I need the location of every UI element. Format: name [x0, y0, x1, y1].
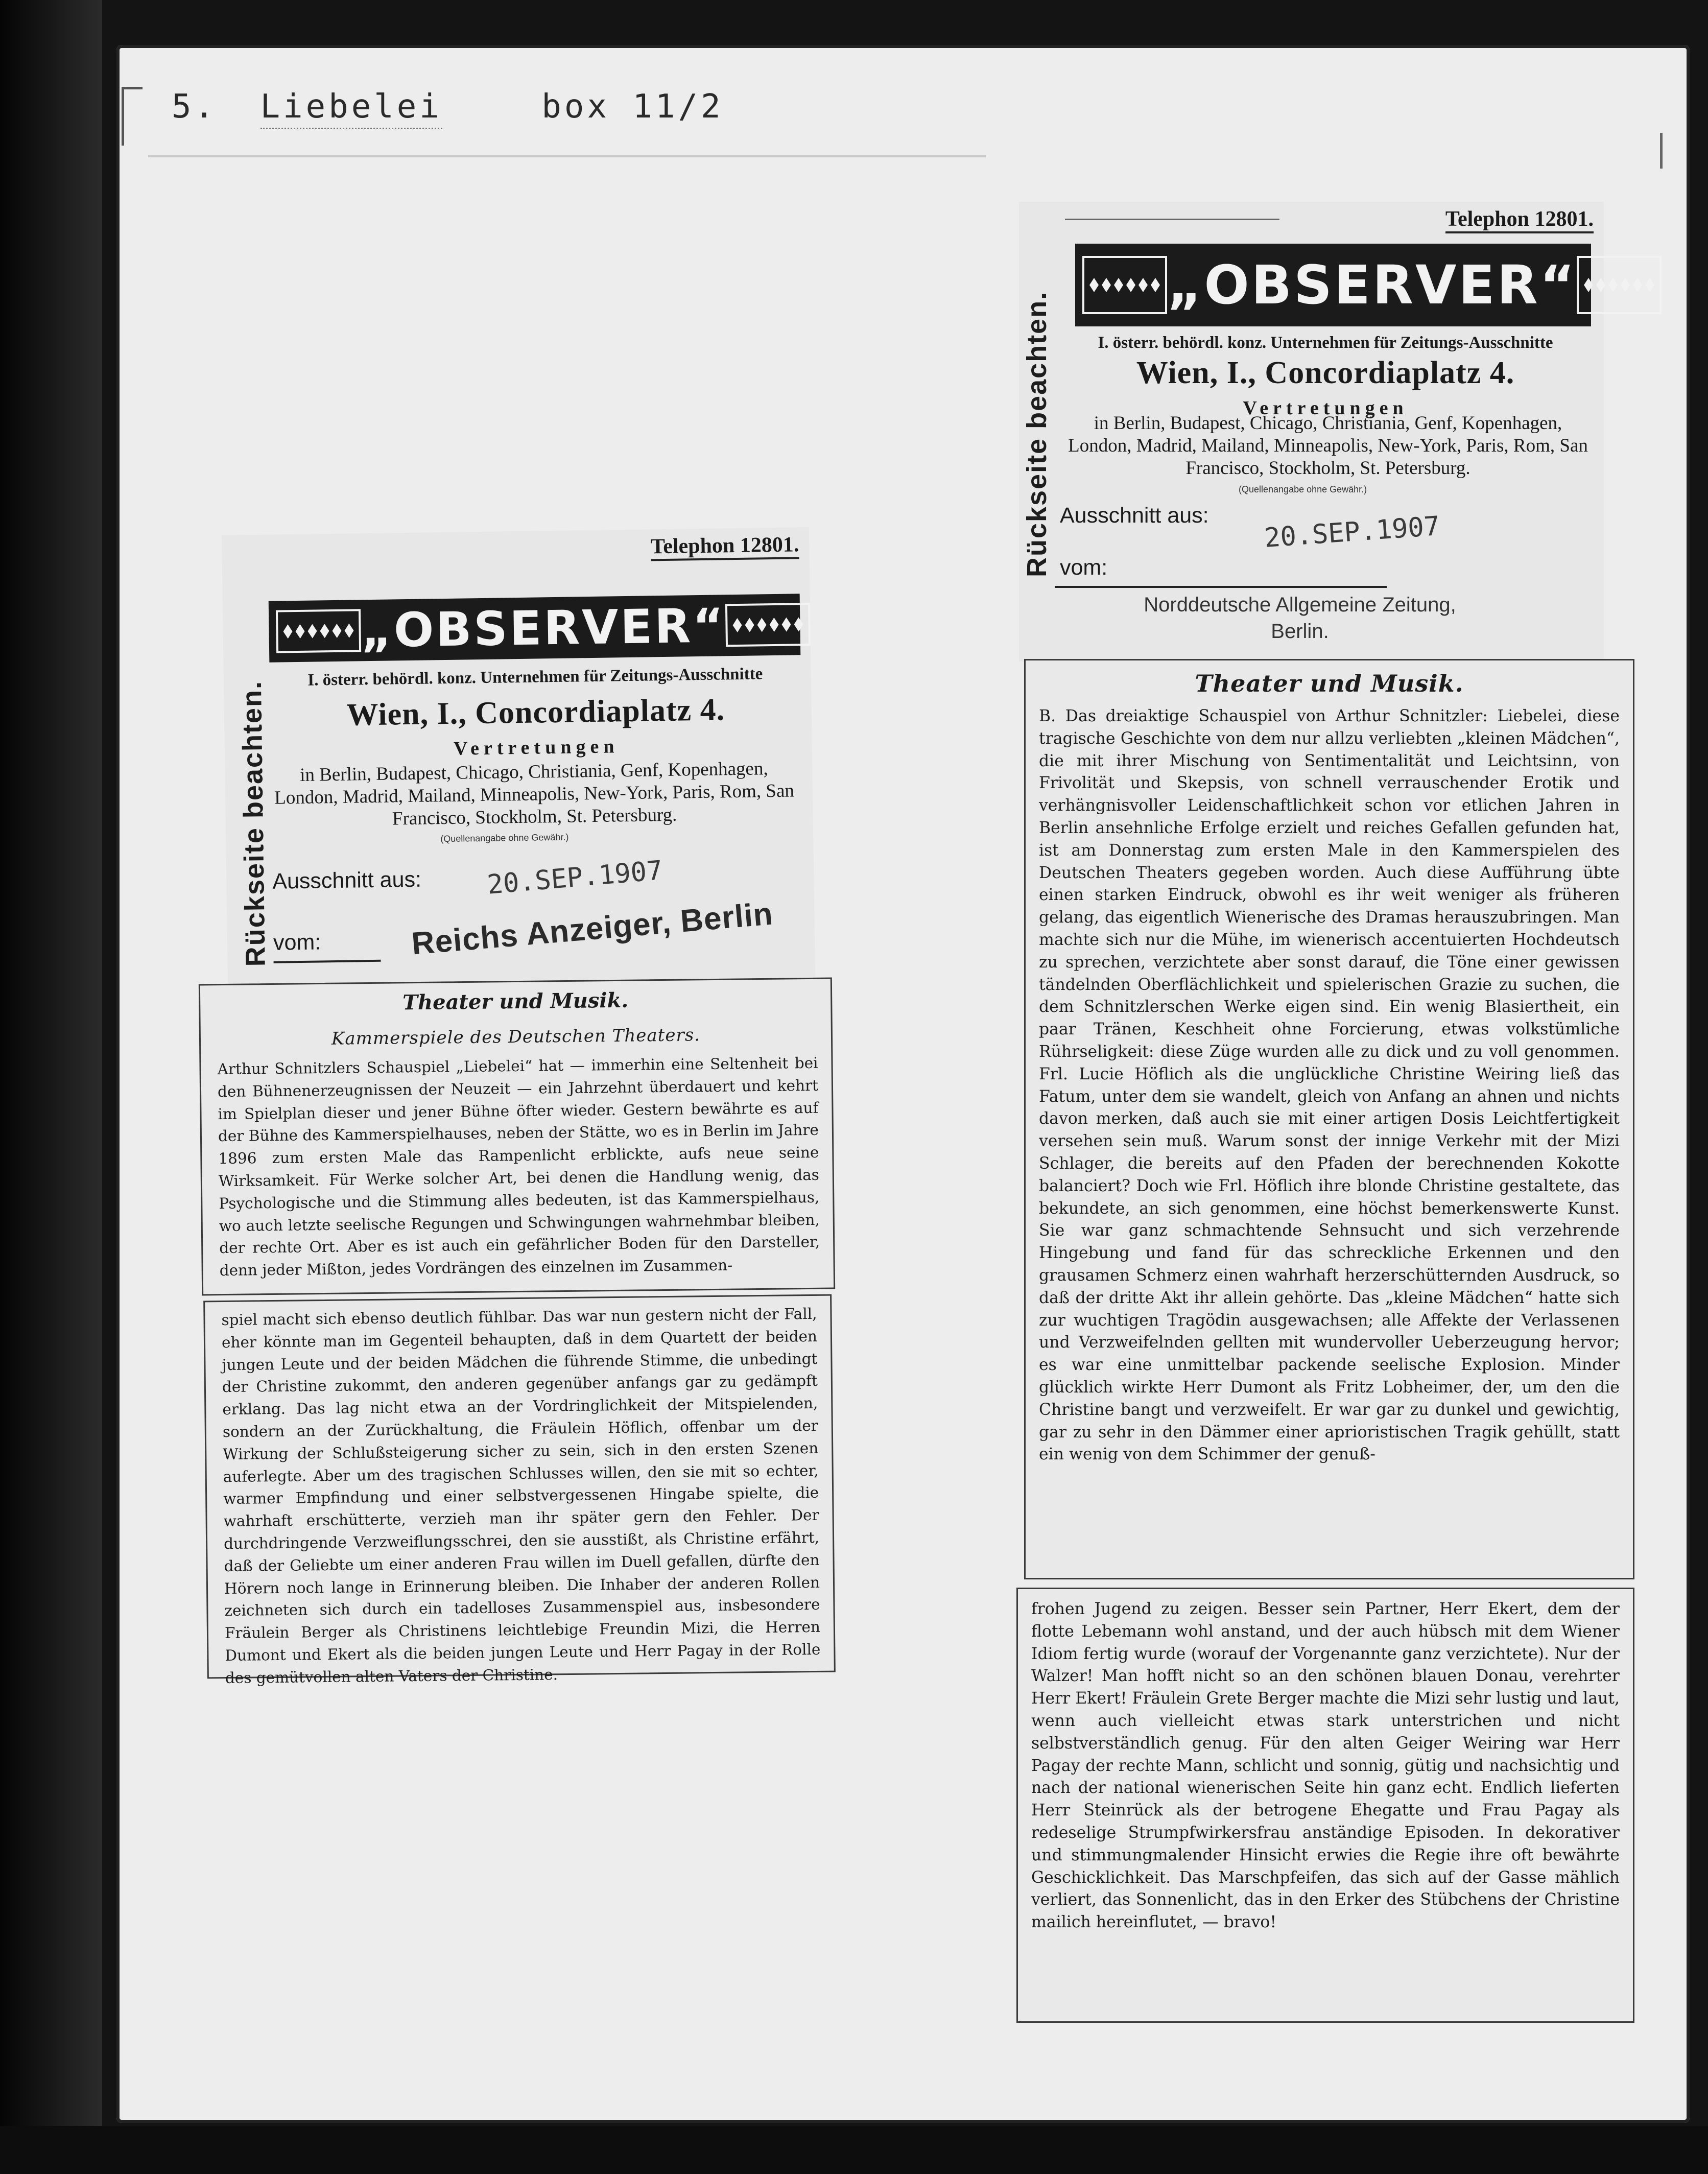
- bottom-edge: [0, 2126, 1708, 2174]
- clipping-header-right: [1019, 202, 1604, 661]
- article-heading: Theater und Musik.: [1195, 670, 1464, 697]
- corner-mark: [122, 87, 143, 146]
- rueckseite-note: Rückseite beachten.: [1022, 291, 1052, 577]
- article-heading: Theater und Musik.: [402, 988, 629, 1015]
- source-note: (Quellenangabe ohne Gewähr.): [1239, 484, 1367, 494]
- ornament-icon: [1577, 256, 1662, 314]
- vom-line: [1055, 586, 1387, 588]
- archive-number: 5.: [172, 88, 218, 126]
- service-subtitle: I. österr. behördl. konz. Unternehmen für Zeitungs-Ausschnitte: [307, 665, 763, 690]
- ausschnitt-label: Ausschnitt aus:: [272, 867, 422, 894]
- ornament-icon: [276, 609, 361, 653]
- article-text: spiel macht sich ebenso deutlich fühlbar. Das war nun gestern nicht der Fall, eher könnte man im Gegenteil behaupten, daß in dem Quartett der beiden jungen Leute und der beiden Mädchen die führende Stimme, die unbedingt der Christine zukommt, den anderen gegenüber anfangs gar zu gedämpft erklang. Das lag nicht etwa an der Vordringlichkeit der Mitspielenden, sondern an der Zurückhaltung, die Fräulein Höflich, offenbar um der Wirkung der Schlußsteigerung sicher zu sein, sich in den ersten Szenen auferlegte. Aber um des tragischen Schlusses willen, den sie mit so echter, warmer Empfindung und einer selbstvergessenen Hingabe spielte, die wahrhaft erschütterte, verzieh man ihr später gern den Fehler. Der durchdringende Verzweiflungsschrei, den sie ausstißt, als Christine erfährt, daß der Geliebte um einer anderen Frau willen im Duell gefallen, dürfte den Hörern noch lange in Erinnerung bleiben. Die Inhaber der anderen Rollen zeichneten sich durch ein tadelloses Zusammenspiel aus, insbesondere Fräulein Berger als Christinens leichtlebige Freundin Mizi, die Herren Dumont und Ekert als die beiden jungen Leute und Herr Pagay in der Rolle des gemütvollen alten Vaters der Christine.: [221, 1305, 821, 1687]
- cities-list: in Berlin, Budapest, Chicago, Christiania, Genf, Kopenhagen, London, Madrid, Mailand, Minneapolis, New-York, Paris, Rom, San Francisco, Stockholm, St. Petersburg.: [274, 758, 795, 830]
- article-left-part2: [203, 1294, 836, 1687]
- telephon-label: Telephon 12801.: [651, 532, 799, 561]
- clipping-header-left: [222, 527, 815, 985]
- observer-brand: „OBSERVER“: [360, 598, 726, 658]
- vom-line: [274, 960, 381, 963]
- ornament-icon: [1082, 256, 1167, 314]
- ausschnitt-label: Ausschnitt aus:: [1060, 503, 1209, 528]
- date-stamp: 20.SEP.1907: [1263, 511, 1441, 554]
- top-line: [1065, 219, 1279, 220]
- rueckseite-note: Rückseite beachten.: [236, 680, 271, 967]
- article-left-part1: [199, 978, 835, 1296]
- article-right-part1: [1024, 659, 1634, 1579]
- vertretungen-label: Vertretungen: [453, 736, 619, 760]
- observer-banner: [1075, 244, 1591, 326]
- archive-label: [172, 88, 785, 134]
- service-address: Wien, I., Concordiaplatz 4.: [1136, 356, 1515, 390]
- archive-box: box 11/2: [541, 88, 724, 126]
- edge-mark: [1660, 133, 1663, 169]
- vertretungen-label: Vertretungen: [1243, 397, 1408, 419]
- top-rule: [148, 155, 986, 157]
- vom-label: vom:: [1060, 555, 1108, 580]
- source-stamp: Norddeutsche Allgemeine Zeitung, Berlin.: [1144, 594, 1456, 643]
- observer-brand: „OBSERVER“: [1167, 254, 1577, 316]
- telephon-label: Telephon 12801.: [1445, 207, 1594, 233]
- service-subtitle: I. österr. behördl. konz. Unternehmen für Zeitungs-Ausschnitte: [1098, 334, 1553, 352]
- archive-title: Liebelei: [260, 88, 442, 129]
- cities-list: in Berlin, Budapest, Chicago, Christiania, Genf, Kopenhagen, London, Madrid, Mailand, Minneapolis, New-York, Paris, Rom, San Francisco, Stockholm, St. Petersburg.: [1068, 413, 1588, 479]
- date-stamp: 20.SEP.1907: [486, 855, 664, 901]
- article-right-part2: [1016, 1588, 1634, 2023]
- article-subheading: Kammerspiele des Deutschen Theaters.: [331, 1025, 701, 1049]
- service-address: Wien, I., Concordiaplatz 4.: [346, 692, 725, 732]
- article-text: B. Das dreiaktige Schauspiel von Arthur Schnitzler: Liebelei, diese tragische Geschichte von dem nur allzu verliebten „kleinen Mädchen“, die mit ihrer Mischung von Sentimentalität und Leichtsinn, von Frivolität und Skepsis, von schnell verrauschender Erotik und verhängnisvoller Leidenschaftlichkeit schon vor etlichen Jahren in Berlin ansehnliche Erfolge erzielt und reiches Gefallen gefunden hat, ist am Donnerstag zum ersten Male in den Kammerspielen des Deutschen Theaters gegeben worden. Auch diese Aufführung übte einen starken Eindruck, obwohl es ihr weit weniger als früheren gelang, das eigentlich Wienerische des Dramas herauszubringen. Man machte sich nur die Mühe, im wienerisch accentuierten Hochdeutsch zu sprechen, verzichtete aber sonst darauf, die Töne einer gewissen tändelnden Oberflächlichkeit und spielerischen Grazie zu suchen, die dem Schnitzlerschen Werke eigen sind. Ein wenig Blasiertheit, ein paar Tränen, Keschheit ohne Forcierung, etwas volkstümliche Rührseligkeit: diese Züge wurden alle zu dick und zu voll genommen. Frl. Lucie Höflich als die unglückliche Christine Weiring ließ das Fatum, unter dem sie wandelt, gleich von Anfang an ahnen und nichts davon merken, daß auch sie mit einer artigen Dosis Leichtfertigkeit versehen sein muß. Warum sonst der innige Verkehr mit der Mizi Schlager, die bereits auf den Pfaden der berechnenden Kokotte balanciert? Doch wie Frl. Höflich ihre blonde Christine gestaltete, das bekundete, an sich genommen, eine höchst bemerkenswerte Kunst. Sie war ganz schmachtende Sehnsucht und sich verzehrende Hingebung und fand für das schreckliche Erkennen und den grausamen Schmerz einen wahrhaft herzerschütternden Ausdruck, so daß der dritte Akt ihr allein gehörte. Das „kleine Mädchen“ hatte sich zur wuchtigen Tragödin ausgewachsen; alle Affekte der Verlassenen und Verzweifelnden gellten mit wundervoller Ueberzeugung hervor; es war eine unmittelbar packende seelische Explosion. Minder glücklich wirkte Herr Dumont als Fritz Lobheimer, der, um den die Christine bangt und verzweifelt. Er war gar zu dunkel und gewichtig, gar zu sehr in den Dämmer einer aprioristischen Tragik gehüllt, statt ein wenig von dem Schimmer der genuß-: [1039, 707, 1620, 1464]
- source-stamp: Reichs Anzeiger, Berlin: [410, 896, 775, 962]
- left-edge: [0, 0, 102, 2174]
- article-text: frohen Jugend zu zeigen. Besser sein Partner, Herr Ekert, dem der flotte Lebemann wohl anstand, und der auch hübsch mit dem Wiener Idiom fertig wurde (worauf der Vorgenannte ganz verzichtete). Nur der Walzer! Man hofft nicht so an den schönen blauen Donau, verehrter Herr Ekert! Fräulein Grete Berger machte die Mizi sehr lustig und laut, wenn auch vielleicht etwas stark unterstrichen und nicht selbstverständlich genug. Für den alten Geiger Weiring war Herr Pagay der rechte Mann, schlicht und sonnig, gütig und nachsichtig und nach der national wienerischen Seite hin ganz echt. Endlich lieferten Herr Steinrück als der betrogene Ehegatte und Frau Pagay als redeselige Strumpfwirkersfrau anständige Episoden. In dekorativer und stimmungmalender Hinsicht erwies die Regie ihre oft bewährte Geschicklichkeit. Das Marschpfeifen, das sich auf der Gasse mählich verliert, das Sonnenlicht, das in den Erker des Stübchens der Christine mailich hereinflutet, — bravo!: [1031, 1600, 1620, 1932]
- vom-label: vom:: [273, 930, 321, 955]
- observer-banner: [269, 594, 801, 663]
- source-note: (Quellenangabe ohne Gewähr.): [440, 832, 569, 844]
- article-text: Arthur Schnitzlers Schauspiel „Liebelei“ hat — immerhin eine Seltenheit bei den Bühnenerzeugnissen der Neuzeit — ein Jahrzehnt überdauert und kehrt im Spielplan dieser und jener Bühne öfter wieder. Gestern bewährte es auf der Bühne des Kammerspielhauses, neben der Stätte, wo es in Berlin im Jahre 1896 zum ersten Male das Rampenlicht erblickte, aufs neue seine Wirksamkeit. Für Werke solcher Art, bei denen die Handlung wenig, das Psychologische und die Stimmung alles bedeuten, ist das Kammerspielhaus, wo auch letzte seelische Regungen und Schwingungen wahrnehmbar bleiben, der rechte Ort. Aber es ist auch ein gefährlicher Boden für den Darsteller, denn jeder Mißton, jedes Vordrängen des einzelnen im Zusammen-: [217, 1054, 820, 1280]
- ornament-icon: [725, 603, 811, 647]
